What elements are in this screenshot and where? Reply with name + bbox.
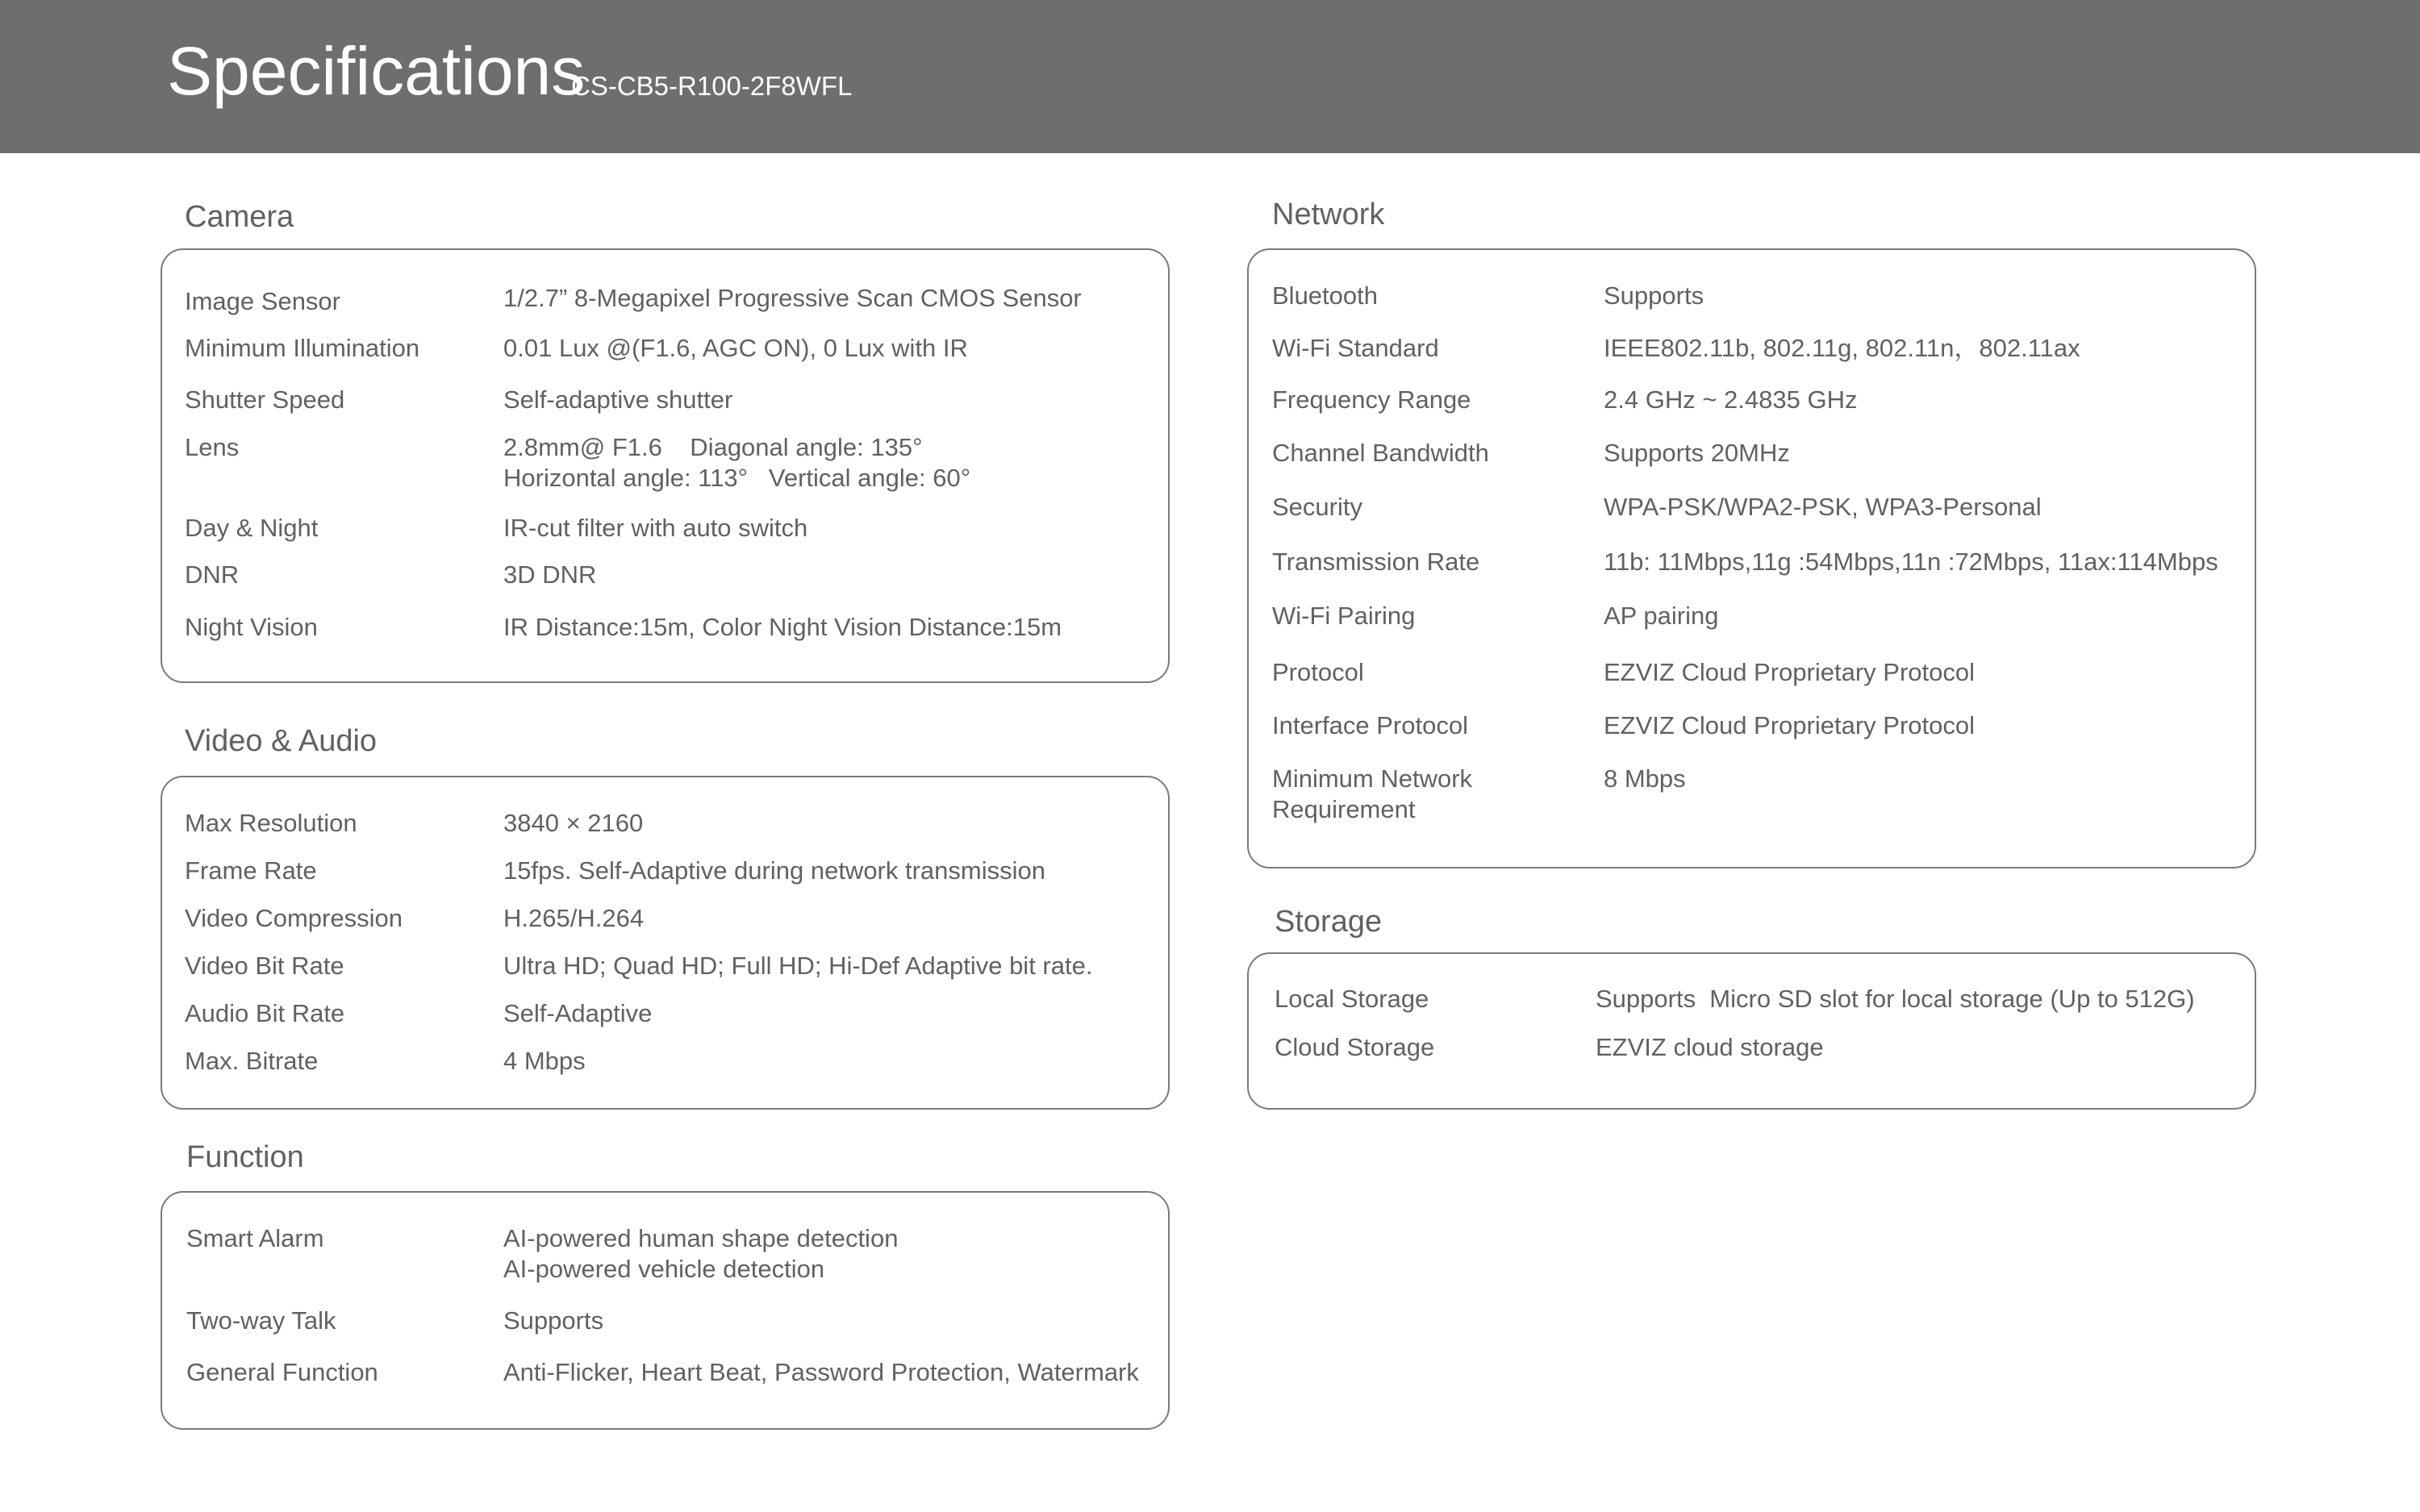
spec-value: 4 Mbps [503, 1047, 586, 1075]
spec-value: 2.4 GHz ~ 2.4835 GHz [1604, 385, 1858, 414]
spec-label: DNR [185, 560, 240, 589]
spec-value: Anti-Flicker, Heart Beat, Password Protection, Watermark [503, 1358, 1139, 1386]
spec-value: 3840 × 2160 [503, 809, 644, 837]
spec-value: Supports [1604, 281, 1704, 310]
spec-label: Max Resolution [185, 809, 357, 837]
spec-value: H.265/H.264 [503, 904, 645, 932]
spec-label: Smart Alarm [186, 1224, 324, 1252]
spec-value: Self-adaptive shutter [503, 385, 733, 414]
spec-label: Shutter Speed [185, 385, 345, 414]
spec-label: Bluetooth [1272, 281, 1378, 310]
spec-label: Security [1272, 493, 1362, 521]
spec-value: 3D DNR [503, 560, 597, 589]
spec-label: Audio Bit Rate [185, 999, 345, 1027]
spec-label: Minimum Network [1272, 764, 1473, 793]
spec-value: AP pairing [1604, 602, 1719, 630]
spec-value: Supports 20MHz [1604, 439, 1790, 467]
spec-label: Max. Bitrate [185, 1047, 319, 1075]
spec-label: Video Bit Rate [185, 952, 344, 980]
spec-value-line2: Horizontal angle: 113° Vertical angle: 60° [503, 464, 971, 492]
spec-label: Local Storage [1275, 985, 1429, 1013]
header-bar [0, 0, 2420, 153]
spec-value: 2.8mm@ F1.6 Diagonal angle: 135° [503, 433, 923, 461]
page-title: Specifications [167, 33, 586, 109]
spec-label: General Function [186, 1358, 378, 1386]
spec-value: Self-Adaptive [503, 999, 653, 1027]
spec-value: EZVIZ cloud storage [1596, 1033, 1824, 1061]
spec-value: IR Distance:15m, Color Night Vision Distance:15m [503, 613, 1062, 641]
model-number: CS-CB5-R100-2F8WFL [571, 71, 853, 101]
spec-label: Lens [185, 433, 240, 461]
spec-label: Transmission Rate [1272, 548, 1480, 576]
spec-label: Minimum Illumination [185, 334, 420, 362]
section-title-storage: Storage [1275, 905, 1383, 939]
spec-value: WPA-PSK/WPA2-PSK, WPA3-Personal [1604, 493, 2042, 521]
section-title-function: Function [186, 1140, 304, 1174]
spec-label: Wi-Fi Pairing [1272, 602, 1416, 630]
spec-label: Frame Rate [185, 856, 317, 885]
spec-value: Ultra HD; Quad HD; Full HD; Hi-Def Adaptive bit rate. [503, 952, 1093, 980]
spec-label: Video Compression [185, 904, 403, 932]
spec-value: 15fps. Self-Adaptive during network transmission [503, 856, 1045, 885]
spec-value: IR-cut filter with auto switch [503, 514, 808, 542]
spec-value: 8 Mbps [1604, 764, 1686, 793]
spec-label: Protocol [1272, 658, 1364, 686]
section-title-video-audio: Video & Audio [185, 724, 378, 758]
spec-label-line2: Requirement [1272, 795, 1416, 823]
spec-value: EZVIZ Cloud Proprietary Protocol [1604, 711, 1976, 739]
section-title-camera: Camera [185, 200, 294, 234]
spec-value: Supports [503, 1306, 604, 1335]
spec-value-line2: AI-powered vehicle detection [503, 1255, 825, 1283]
spec-label: Two-way Talk [186, 1306, 336, 1335]
spec-label: Night Vision [185, 613, 318, 641]
spec-label: Interface Protocol [1272, 711, 1468, 739]
spec-value: EZVIZ Cloud Proprietary Protocol [1604, 658, 1976, 686]
spec-label: Frequency Range [1272, 385, 1471, 414]
spec-label: Wi-Fi Standard [1272, 334, 1439, 362]
spec-label: Image Sensor [185, 287, 340, 315]
spec-value: 0.01 Lux @(F1.6, AGC ON), 0 Lux with IR [503, 334, 968, 362]
spec-label: Channel Bandwidth [1272, 439, 1489, 467]
spec-value: 11b: 11Mbps,11g :54Mbps,11n :72Mbps, 11ax:114Mbps [1604, 548, 2218, 576]
storage-spec-box [1247, 952, 2256, 1110]
spec-value: IEEE802.11b, 802.11g, 802.11n，802.11ax [1604, 334, 2080, 362]
spec-value: AI-powered human shape detection [503, 1224, 899, 1252]
spec-value: Supports Micro SD slot for local storage (Up to 512G) [1596, 985, 2195, 1013]
spec-label: Cloud Storage [1275, 1033, 1435, 1061]
spec-value: 1/2.7” 8-Megapixel Progressive Scan CMOS Sensor [503, 284, 1082, 312]
section-title-network: Network [1272, 198, 1385, 231]
spec-label: Day & Night [185, 514, 319, 542]
